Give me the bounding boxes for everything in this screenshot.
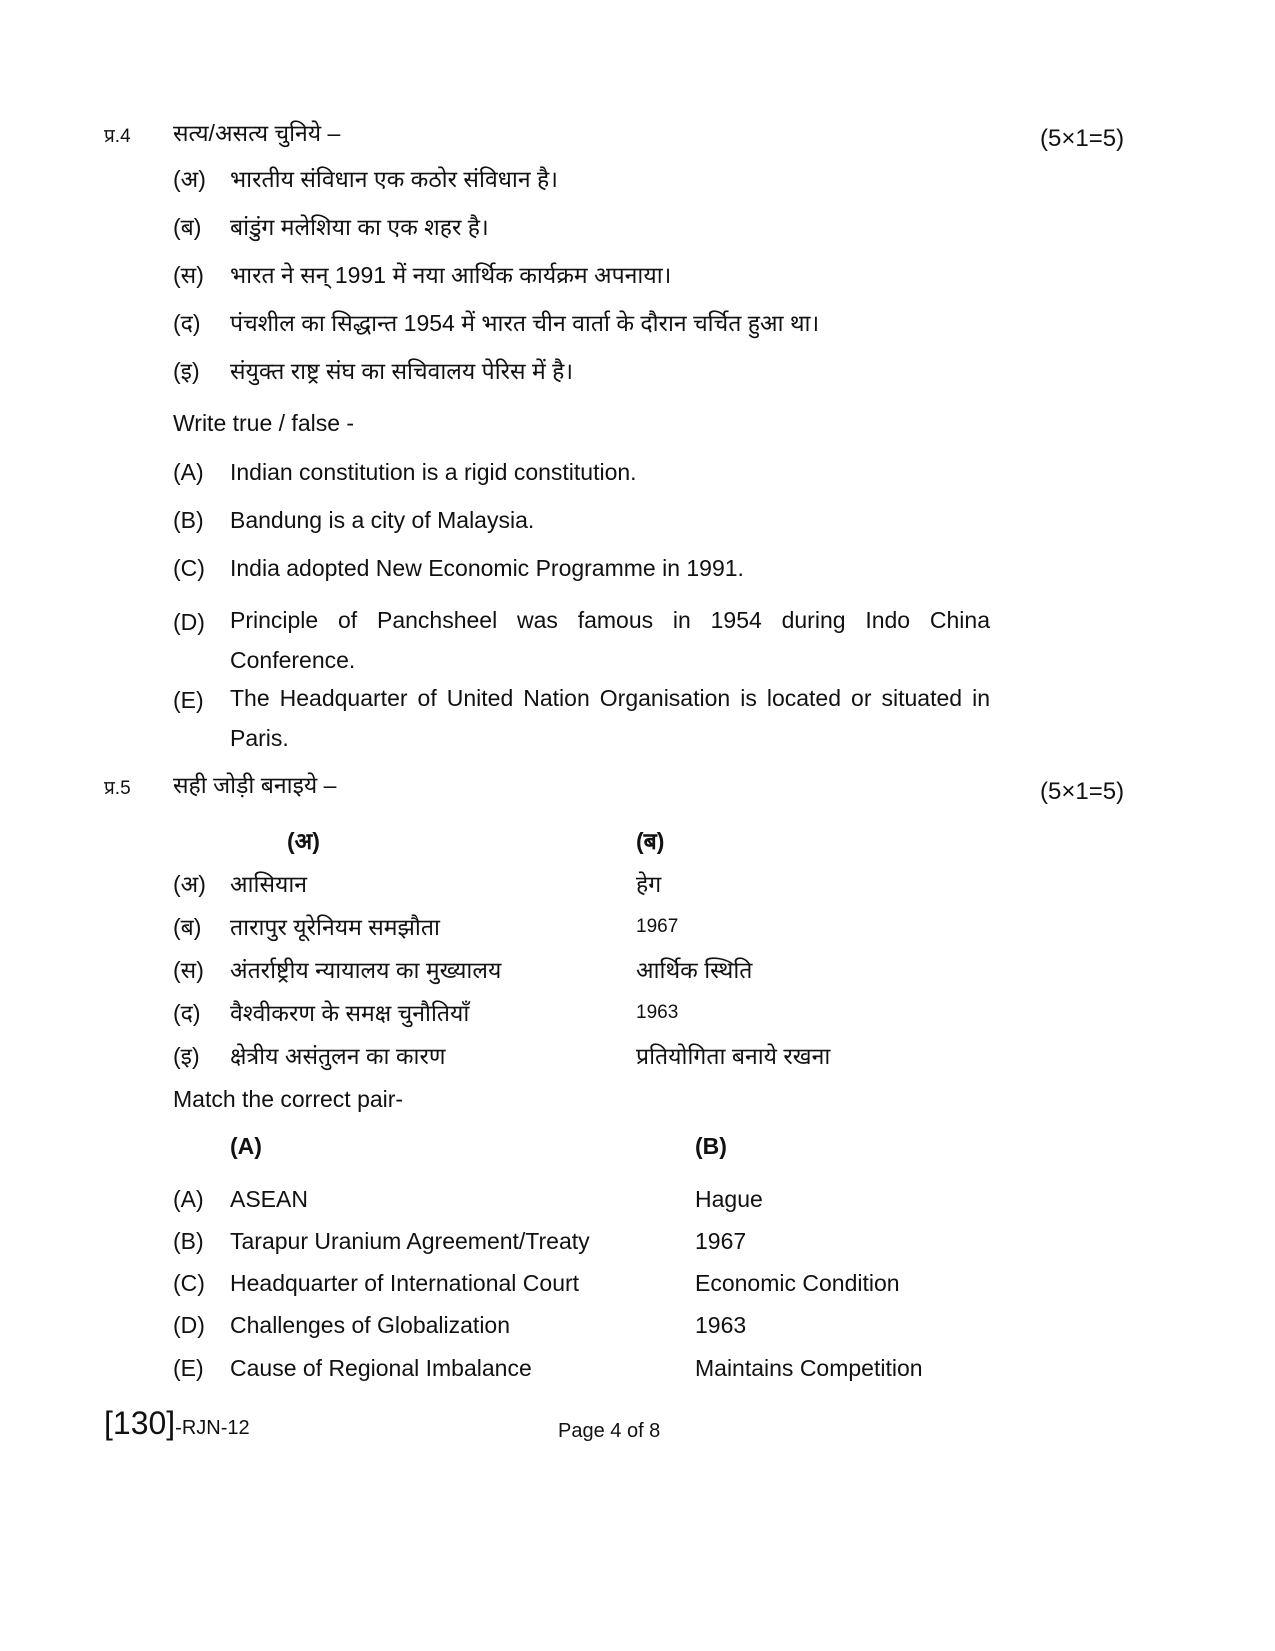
- q4-hi-label: (द): [173, 310, 201, 336]
- q5-hi-label: (अ): [173, 871, 206, 897]
- q5-hi-a: तारापुर यूरेनियम समझौता: [230, 914, 440, 940]
- q4-hi-label: (इ): [173, 358, 200, 384]
- q4-en-item: India adopted New Economic Programme in 1991.: [230, 555, 744, 581]
- q4-en-item: Principle of Panchsheel was famous in 1954 during Indo China Conference.: [230, 607, 990, 673]
- q5-marks: (5×1=5): [1040, 778, 1125, 805]
- q5-number: प्र.5: [104, 778, 131, 799]
- q5-hi-label: (द): [173, 1000, 201, 1026]
- q5-hi-label: (इ): [173, 1043, 200, 1069]
- q5-en-a: ASEAN: [230, 1186, 308, 1212]
- q5-en-a: Tarapur Uranium Agreement/Treaty: [230, 1228, 590, 1254]
- q4-en-label: (B): [173, 507, 204, 533]
- q5-en-a: Headquarter of International Court: [230, 1270, 580, 1296]
- q5-en-label: (C): [173, 1270, 205, 1296]
- q5-col-a-en: (A): [230, 1133, 262, 1159]
- q5-col-b-en: (B): [695, 1133, 727, 1159]
- q4-en-item: Indian constitution is a rigid constitution.: [230, 459, 637, 485]
- q4-heading-en: Write true / false -: [173, 410, 355, 436]
- q5-en-label: (D): [173, 1312, 205, 1338]
- q4-en-label: (A): [173, 459, 204, 485]
- q4-hi-label: (अ): [173, 166, 206, 192]
- q4-en-item: Bandung is a city of Malaysia.: [230, 507, 535, 533]
- q5-hi-label: (स): [173, 957, 204, 983]
- q5-en-b: Maintains Competition: [695, 1355, 923, 1381]
- q4-number: प्र.4: [104, 126, 131, 147]
- q5-hi-b: 1963: [636, 1002, 679, 1023]
- q4-hi-item: भारत ने सन् 1991 में नया आर्थिक कार्यक्रम अपनाया।: [230, 262, 672, 288]
- q4-hi-item: बांडुंग मलेशिया का एक शहर है।: [230, 214, 489, 240]
- q4-en-label: (E): [173, 687, 204, 713]
- q5-col-b-hi: (ब): [636, 828, 665, 854]
- q5-en-b: 1967: [695, 1228, 747, 1254]
- q5-hi-b: प्रतियोगिता बनाये रखना: [636, 1043, 831, 1069]
- q4-en-item: The Headquarter of United Nation Organisation is located or situated in Paris.: [230, 685, 990, 751]
- q5-hi-a: वैश्वीकरण के समक्ष चुनौतियाँ: [230, 1000, 470, 1026]
- q4-en-label: (D): [173, 609, 205, 635]
- q4-hi-item: भारतीय संविधान एक कठोर संविधान है।: [230, 166, 558, 192]
- q5-hi-b: 1967: [636, 916, 679, 937]
- q4-hi-label: (स): [173, 262, 204, 288]
- q5-en-a: Challenges of Globalization: [230, 1312, 511, 1338]
- q4-hi-item: पंचशील का सिद्धान्त 1954 में भारत चीन वार्ता के दौरान चर्चित हुआ था।: [230, 310, 820, 336]
- paper-code-main: [130]: [104, 1405, 176, 1441]
- q5-en-a: Cause of Regional Imbalance: [230, 1355, 532, 1381]
- page-number: Page 4 of 8: [558, 1420, 661, 1442]
- q4-en-label: (C): [173, 555, 205, 581]
- q5-en-b: Economic Condition: [695, 1270, 900, 1296]
- q4-hi-item: संयुक्त राष्ट्र संघ का सचिवालय पेरिस में है।: [230, 358, 574, 384]
- q5-heading-en: Match the correct pair-: [173, 1086, 404, 1112]
- q5-hi-b: हेग: [636, 871, 662, 897]
- q5-hi-label: (ब): [173, 914, 202, 940]
- q5-en-b: 1963: [695, 1312, 747, 1338]
- q5-en-b: Hague: [695, 1186, 763, 1212]
- q5-hi-a: आसियान: [230, 871, 308, 897]
- q5-hi-a: क्षेत्रीय असंतुलन का कारण: [230, 1043, 446, 1069]
- q5-en-label: (A): [173, 1186, 204, 1212]
- q5-hi-a: अंतर्राष्ट्रीय न्यायालय का मुख्यालय: [230, 957, 502, 983]
- paper-code-suffix: -RJN-12: [175, 1417, 250, 1439]
- q4-hi-label: (ब): [173, 214, 202, 240]
- footer-paper-code: [104, 1405, 250, 1442]
- q5-col-a-hi: (अ): [287, 828, 320, 854]
- q4-marks: (5×1=5): [1040, 125, 1125, 152]
- q4-heading-hi: सत्य/असत्य चुनिये –: [173, 120, 341, 146]
- q5-en-label: (E): [173, 1355, 204, 1381]
- q5-en-label: (B): [173, 1228, 204, 1254]
- q5-heading-hi: सही जोड़ी बनाइये –: [173, 772, 337, 798]
- q5-hi-b: आर्थिक स्थिति: [636, 957, 753, 983]
